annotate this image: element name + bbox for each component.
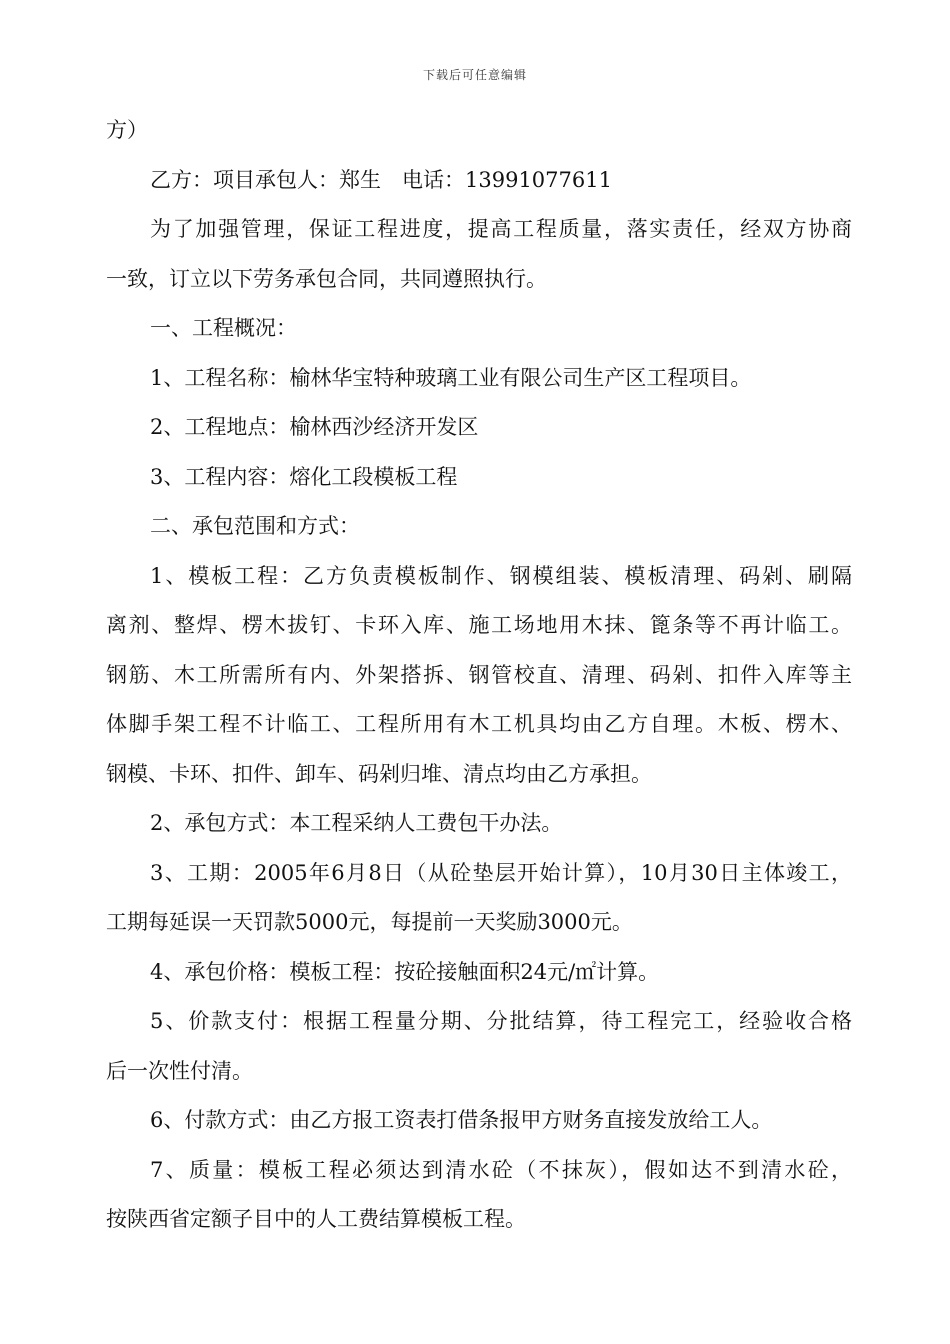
text-line: 后一次性付清。: [106, 1058, 253, 1083]
text-line: 离剂、整焊、楞木拔钉、卡环入库、施工场地用木抹、篦条等不再计临工。: [106, 613, 852, 637]
party-b-line: 乙方：项目承包人：郑生 电话：13991077611: [150, 167, 612, 192]
list-item: 2、承包方式：本工程采纳人工费包干办法。: [150, 811, 563, 835]
text-line: 钢模、卡环、扣件、卸车、码剁归堆、清点均由乙方承担。: [106, 761, 652, 786]
list-item: 4、承包价格：模板工程：按砼接触面积24元/㎡计算。: [150, 959, 660, 984]
list-item: 5、价款支付：根据工程量分期、分批结算，待工程完工，经验收合格: [150, 1009, 852, 1033]
text-line: 钢筋、木工所需所有内、外架搭拆、钢管校直、清理、码剁、扣件入库等主: [106, 662, 852, 687]
text-line: 为了加强管理，保证工程进度，提高工程质量，落实责任，经双方协商: [150, 217, 852, 241]
document-body: [106, 106, 852, 1245]
text-line: 工期每延误一天罚款5000元，每提前一天奖励3000元。: [106, 910, 633, 934]
list-item: 1、工程名称：榆林华宝特种玻璃工业有限公司生产区工程项目。: [150, 365, 752, 390]
list-item: 2、工程地点：榆林西沙经济开发区: [150, 415, 479, 439]
list-item: 7、质量：模板工程必须达到清水砼（不抹灰），假如达不到清水砼，: [150, 1157, 852, 1182]
list-item: 6、付款方式：由乙方报工资表打借条报甲方财务直接发放给工人。: [150, 1108, 773, 1132]
text-line: 体脚手架工程不计临工、工程所用有木工机具均由乙方自理。木板、楞木、: [106, 712, 852, 736]
list-item: 3、工期：2005年6月8日（从砼垫层开始计算），10月30日主体竣工，: [150, 860, 852, 885]
text-line: 一致，订立以下劳务承包合同，共同遵照执行。: [106, 266, 547, 291]
page-header: 下载后可任意编辑: [422, 68, 527, 82]
list-item: 1、模板工程：乙方负责模板制作、钢模组装、模板清理、码剁、刷隔: [150, 563, 852, 588]
text-line: 方）: [106, 118, 148, 142]
list-item: 3、工程内容：熔化工段模板工程: [150, 464, 458, 489]
section-heading: 二、承包范围和方式：: [150, 514, 360, 538]
section-heading: 一、工程概况：: [150, 316, 297, 340]
text-line: 按陕西省定额子目中的人工费结算模板工程。: [106, 1207, 526, 1231]
